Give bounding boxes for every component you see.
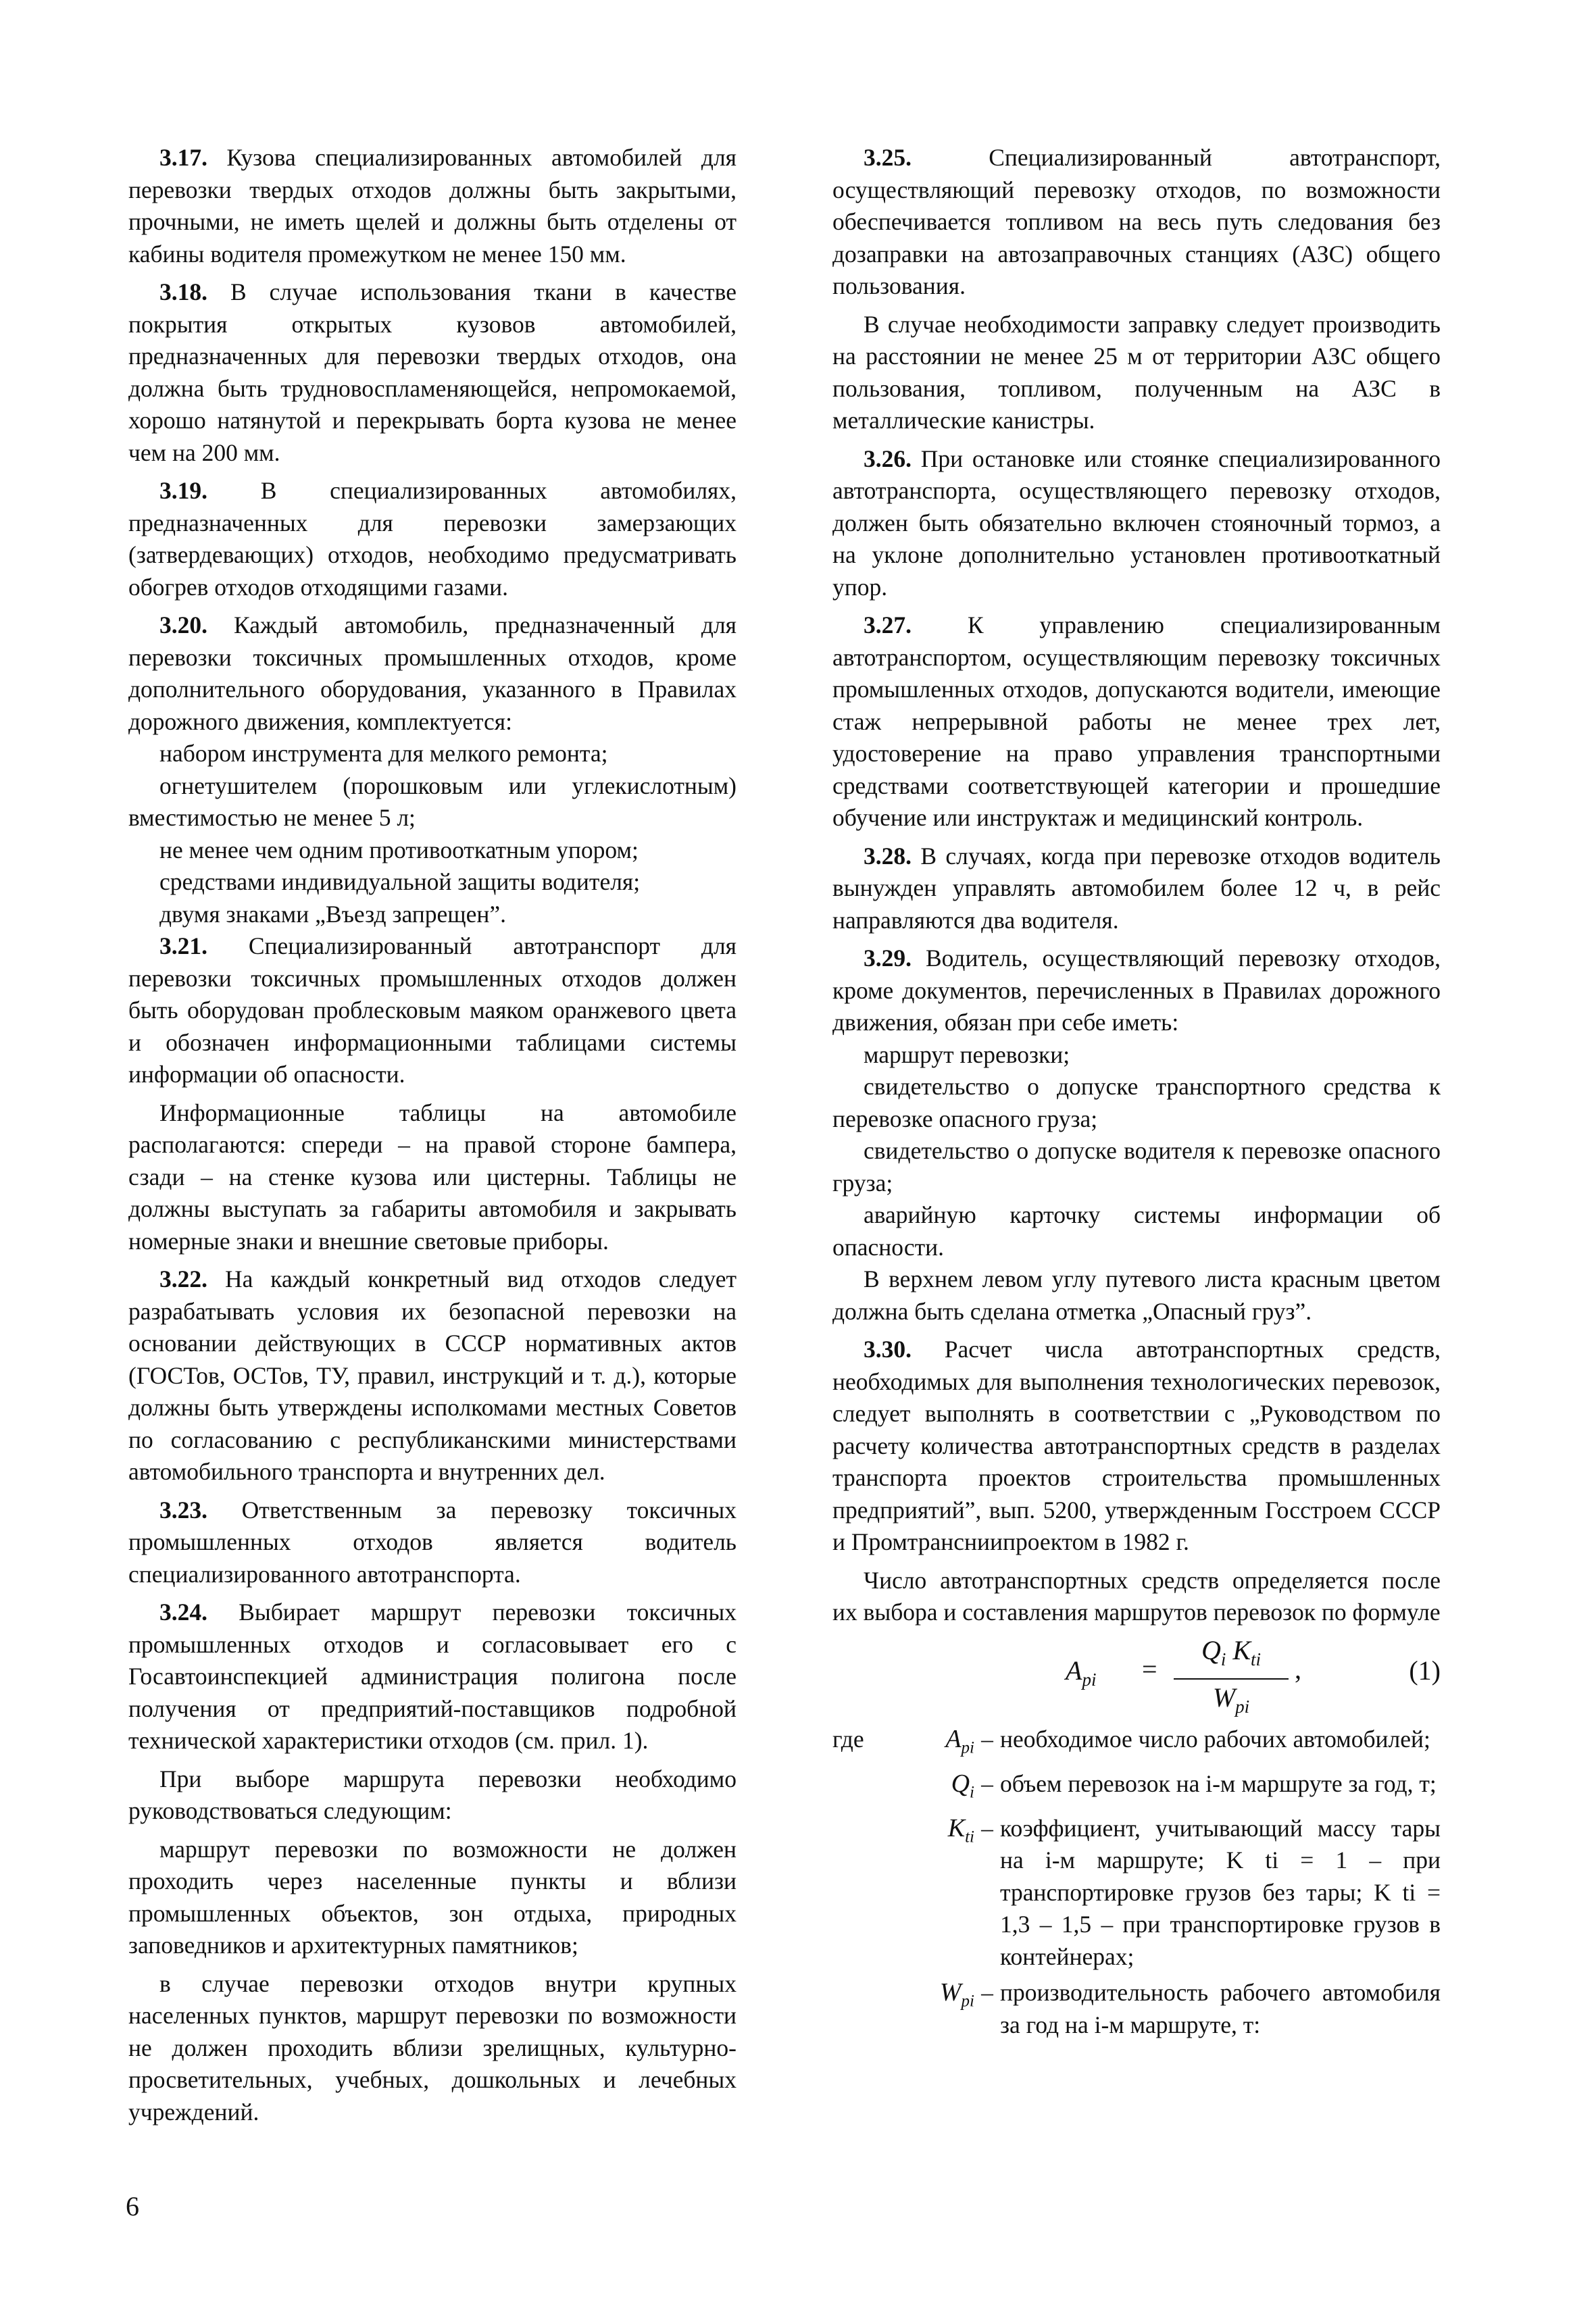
definition-dash: – (981, 1769, 993, 1797)
paragraph-3-24 (128, 1596, 737, 1757)
paragraph-3-27 (832, 609, 1441, 834)
list-item: свидетельство о допуске водителя к перевозке опасного груза; (832, 1137, 1441, 1197)
paragraph-3-30 (832, 1334, 1441, 1559)
paragraph-3-24-route: маршрут перевозки по возможности не должен проходить через населенные пункты и вблизи промышленных объектов, зон отдыха, природных заповедников и архитектурных памятников; (128, 1835, 737, 1959)
definition-symbol (907, 1724, 974, 1764)
list-item: набором инструмента для мелкого ремонта; (159, 740, 608, 767)
formula-symbol: W (1212, 1682, 1236, 1713)
paragraph-3-22 (128, 1263, 737, 1488)
definition-row (907, 1724, 1441, 1764)
paragraph-text: Специализированный автотранспорт для перевозки токсичных промышленных отходов должен быть оборудован проблесковым маяком оранжевого цвета и обозначен информационными таблицами системы информации об опасности. (128, 932, 737, 1088)
paragraph-3-21-continued: Информационные таблицы на автомобиле располагаются: спереди – на правой стороне бампера, сзади – на стенке кузова или цистерны. Таблицы не должны выступать за габариты автомобиля и закрывать номерные знаки и внешние световые приборы. (128, 1099, 737, 1255)
formula-symbol: K (1226, 1634, 1251, 1665)
paragraph-text: Водитель, осуществляющий перевозку отходов, кроме документов, перечисленных в Правилах дорожного движения, обязан при себе иметь: (832, 945, 1441, 1036)
paragraph-text: В случае использования ткани в качестве покрытия открытых кузовов автомобилей, предназначенных для перевозки твердых отходов, она должна быть трудновоспламеняющейся, непромокаемой, хорошо натянутой и перекрывать борта кузова не менее чем на 200 мм. (128, 278, 737, 466)
paragraph-number: 3.18. (159, 278, 207, 305)
definition-text: объем перевозок на i-м маршруте за год, т; (1000, 1769, 1437, 1797)
page-number: 6 (126, 2191, 139, 2221)
paragraph-3-24-intro: При выборе маршрута перевозки необходимо руководствоваться следующим: (128, 1765, 737, 1824)
paragraph-number: 3.25. (864, 144, 912, 171)
definition-text: необходимое число рабочих автомобилей; (1000, 1725, 1430, 1753)
definition-symbol (907, 1768, 974, 1809)
paragraph-3-25-continued: В случае необходимости заправку следует производить на расстоянии не менее 25 м от территории АЗС общего пользования, топливом, полученным на АЗС в металлические канистры. (832, 310, 1441, 434)
left-column (128, 142, 737, 2134)
formula-symbol: A (1066, 1655, 1082, 1686)
paragraph-text: Расчет числа автотранспортных средств, необходимых для выполнения технологических перевозок, следует выполнять в соответствии с „Руководством по расчету количества автотранспортных средств в разделах транспорта проектов строительства промышленных предприятий”, вып. 5200, утвержденным Госстроем СССР и Промтрансниипроектом в 1982 г. (832, 1336, 1441, 1555)
paragraph-number: 3.23. (159, 1496, 207, 1524)
definition-text: коэффициент, учитывающий массу тары на i-м маршруте; K ti = 1 – при транспортировке грузов без тары; K ti = 1,3 – 1,5 – при транспортировке грузов в контейнерах; (1000, 1814, 1441, 1970)
fraction-bar (1174, 1678, 1289, 1680)
symbol-subscript: pi (961, 1992, 974, 2011)
list-item: двумя знаками „Въезд запрещен”. (159, 900, 506, 928)
symbol-subscript: ti (965, 1828, 974, 1846)
paragraph-3-29-note: В верхнем левом углу путевого листа красным цветом должна быть сделана отметка „Опасный груз”. (832, 1265, 1441, 1325)
symbol-letter: W (939, 1978, 962, 2007)
paragraph-number: 3.17. (159, 144, 207, 171)
list-item: аварийную карточку системы информации об опасности. (832, 1201, 1441, 1261)
formula-subscript: ti (1251, 1649, 1262, 1669)
paragraph-number: 3.19. (159, 477, 207, 504)
right-column (832, 142, 1441, 2045)
formula-denominator (1174, 1681, 1289, 1724)
formula-numerator (1174, 1633, 1289, 1677)
symbol-subscript: i (970, 1783, 974, 1802)
paragraph-number: 3.29. (864, 945, 912, 972)
formula-definitions (832, 1724, 1441, 2042)
list-item: средствами индивидуальной защиты водителя; (159, 868, 641, 895)
paragraph-number: 3.20. (159, 611, 207, 638)
paragraph-text: На каждый конкретный вид отходов следует разрабатывать условия их безопасной перевозки на основании действующих в СССР нормативных актов (ГОСТов, ОСТов, ТУ, правил, инструкций и т. д.), которые должны быть утверждены исполкомами местных Советов по согласованию с республиканскими министерствами автомобильного транспорта и внутренних дел. (128, 1265, 737, 1485)
definition-row (907, 1977, 1441, 2041)
definition-dash: – (981, 1725, 993, 1753)
symbol-letter: Q (951, 1769, 970, 1798)
definition-symbol (907, 1977, 974, 2041)
paragraph-3-26 (832, 443, 1441, 604)
symbol-subscript: pi (961, 1738, 974, 1757)
paragraph-3-29 (832, 942, 1441, 1039)
paragraph-number: 3.30. (864, 1336, 912, 1363)
symbol-letter: A (945, 1724, 962, 1753)
formula-subscript: pi (1082, 1669, 1097, 1690)
paragraph-3-19 (128, 475, 737, 603)
formula-number: (1) (1409, 1655, 1441, 1686)
paragraph-3-21 (128, 930, 737, 1091)
formula-symbol: Q (1201, 1634, 1221, 1665)
list-item: огнетушителем (порошковым или углекислотным) вместимостью не менее 5 л; (128, 772, 737, 831)
formula-comma: , (1295, 1653, 1301, 1684)
paragraph-number: 3.24. (159, 1599, 207, 1626)
formula-lhs (1066, 1655, 1096, 1696)
definition-text: производительность рабочего автомобиля за год на i-м маршруте, т: (1000, 1979, 1441, 2038)
list-item: не менее чем одним противооткатным упором; (159, 836, 639, 863)
paragraph-text: Специализированный автотранспорт, осуществляющий перевозку отходов, по возможности обеспечивается топливом на весь путь следования без дозаправки на автозаправочных станциях (АЗС) общего пользования. (832, 144, 1441, 299)
list-item: свидетельство о допуске транспортного средства к перевозке опасного груза; (832, 1073, 1441, 1132)
where-label: где (832, 1725, 864, 1753)
definition-dash: – (981, 1979, 993, 2007)
symbol-letter: K (947, 1813, 966, 1842)
paragraph-text: Выбирает маршрут перевозки токсичных промышленных отходов и согласовывает его с Госавтоинспекцией администрация полигона после получения от предприятий-поставщиков подробной технической характеристики отходов (см. прил. 1). (128, 1599, 737, 1754)
paragraph-text: К управлению специализированным автотранспортом, осуществляющим перевозку токсичных промышленных отходов, допускаются водители, имеющие стаж непрерывной работы не менее трех лет, удостоверение на право управления транспортными средствами соответствующей категории и прошедшие обучение или инструктаж и медицинский контроль. (832, 611, 1441, 831)
definition-row (907, 1813, 1441, 1973)
paragraph-3-17 (128, 142, 737, 270)
paragraph-text: При остановке или стоянке специализированного автотранспорта, осуществляющего перевозку отходов, должен быть обязательно включен стояночный тормоз, а на уклоне дополнительно установлен противооткатный упор. (832, 445, 1441, 601)
paragraph-number: 3.22. (159, 1265, 207, 1292)
paragraph-3-23 (128, 1494, 737, 1591)
paragraph-text: В случаях, когда при перевозке отходов водитель вынужден управлять автомобилем более 12 ч, в рейс направляются два водителя. (832, 842, 1441, 934)
paragraph-3-20 (128, 609, 737, 738)
formula-fraction (1174, 1633, 1289, 1724)
definition-dash: – (981, 1814, 993, 1842)
paragraph-number: 3.21. (159, 932, 207, 959)
paragraph-3-28 (832, 840, 1441, 937)
paragraph-3-24-city: в случае перевозки отходов внутри крупных населенных пунктов, маршрут перевозки по возможности не должен проходить вблизи зрелищных, культурно-просветительных, учебных, дошкольных и лечебных учреждений. (128, 1969, 737, 2126)
paragraph-text: Каждый автомобиль, предназначенный для перевозки токсичных промышленных отходов, кроме дополнительного оборудования, указанного в Правилах дорожного движения, комплектуется: (128, 611, 737, 735)
paragraph-text: Кузова специализированных автомобилей для перевозки твердых отходов должны быть закрытыми, прочными, не иметь щелей и должны быть отделены от кабины водителя промежутком не менее 150 мм. (128, 144, 737, 268)
formula-equals: = (1142, 1653, 1157, 1684)
paragraph-3-25 (832, 142, 1441, 303)
formula-subscript: i (1220, 1649, 1226, 1669)
definition-symbol (907, 1813, 974, 1973)
paragraph-3-18 (128, 276, 737, 469)
paragraph-3-30-formula-intro: Число автотранспортных средств определяется после их выбора и составления маршрутов перевозок по формуле (832, 1566, 1441, 1626)
paragraph-number: 3.26. (864, 445, 912, 472)
formula-1 (832, 1633, 1441, 1717)
list-item: маршрут перевозки; (864, 1040, 1070, 1068)
paragraph-number: 3.28. (864, 842, 912, 870)
paragraph-text: Ответственным за перевозку токсичных промышленных отходов является водитель специализированного автотранспорта. (128, 1496, 737, 1588)
paragraph-number: 3.27. (864, 611, 912, 638)
definition-row (907, 1768, 1441, 1809)
paragraph-text: В специализированных автомобилях, предназначенных для перевозки замерзающих (затвердевающих) отходов, необходимо предусматривать обогрев отходов отходящими газами. (128, 477, 737, 601)
formula-subscript: pi (1235, 1696, 1250, 1717)
